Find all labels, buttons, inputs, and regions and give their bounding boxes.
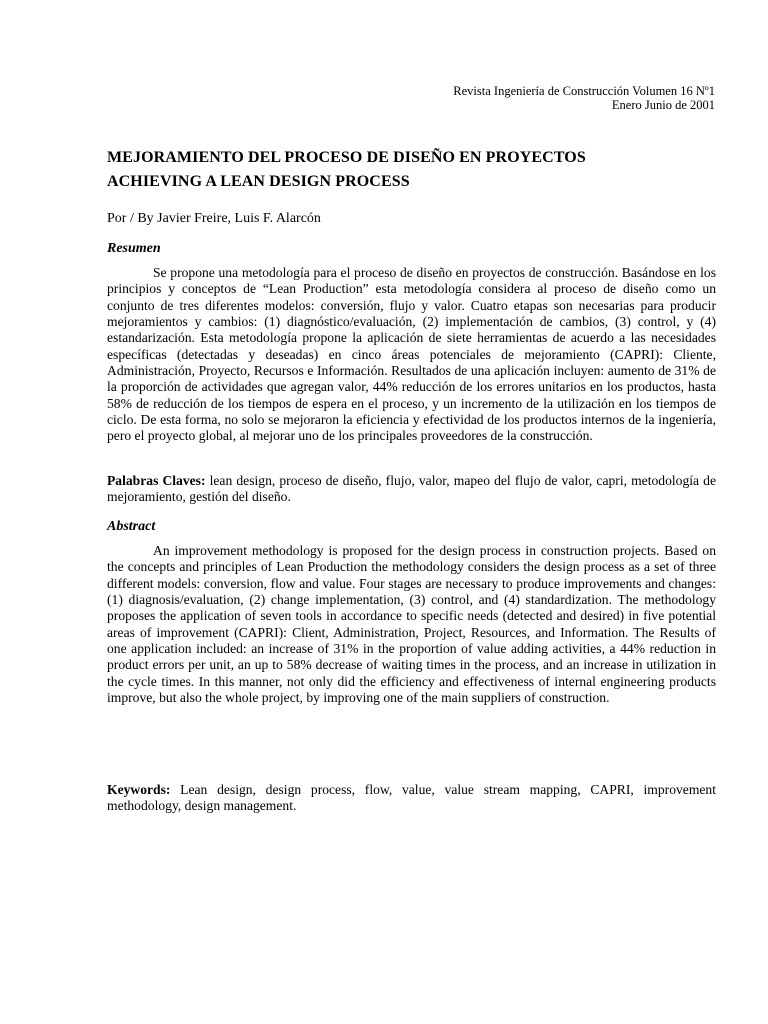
title-spanish: MEJORAMIENTO DEL PROCESO DE DISEÑO EN PROYECTOS <box>107 149 586 166</box>
resumen-heading: Resumen <box>107 241 161 256</box>
paper-title <box>107 146 717 194</box>
palabras-claves <box>107 473 716 506</box>
palabras-claves-text: lean design, proceso de diseño, flujo, valor, mapeo del flujo de valor, capri, metodología de mejoramiento, gestión del diseño. <box>107 473 716 505</box>
abstract-heading: Abstract <box>107 519 156 534</box>
title-english: ACHIEVING A LEAN DESIGN PROCESS <box>107 173 410 190</box>
journal-name: Revista Ingeniería de Construcción Volumen 16 Nº1 <box>453 84 715 98</box>
journal-header <box>453 84 715 112</box>
journal-date: Enero Junio de 2001 <box>611 98 715 112</box>
keywords-text: Lean design, design process, flow, value, value stream mapping, CAPRI, improvement methodology, design management. <box>107 782 716 814</box>
resumen-text: Se propone una metodología para el proceso de diseño en proyectos de construcción. Basándose en los principios y conceptos de “Lean Production” esta metodología considera al proceso de diseño como un conjunto de tres diferentes modelos: conversión, flujo y valor. Cuatro etapas son necesarias para producir mejoramientos y cambios: (1) diagnóstico/evaluación, (2) implementación de cambios, (3) control, y (4) estandarización. Esta metodología propone la aplicación de siete herramientas de acuerdo a las necesidades específicas (detectadas y deseadas) en cinco áreas potenciales de mejoramiento (CAPRI): Cliente, Administración, Proyecto, Recursos e Información. Resultados de una aplicación incluyen: aumento de 31% de la proporción de actividades que agregan valor, 44% reducción de los errores unitarios en los productos, hasta 58% de reducción de los tiempos de espera en el proceso, y un incremento de la utilización en los tiempos de ciclo. De esta forma, no solo se mejoraron la eficiencia y efectividad de los productos internos de la ingeniería, pero el proyecto global, al mejorar uno de los principales proveedores de la construcción. <box>107 265 716 444</box>
keywords <box>107 782 716 815</box>
abstract-text: An improvement methodology is proposed for the design process in construction projects. Based on the concepts and principles of Lean Production the methodology considers the design process as a set of three different models: conversion, flow and value. Four stages are necessary to produce improvements and changes: (1) diagnosis/evaluation, (2) change implementation, (3) control, and (4) standardization. The methodology proposes the application of seven tools in accordance to specific needs (detected and desired) in five potential areas of improvement (CAPRI): Client, Administration, Project, Resources, and Information. The Results of one application included: an increase of 31% in the proportion of value adding activities, a 44% reduction in product errors per unit, an up to 58% decrease of waiting times in the process, and an increase in utilization in the cycle times. In this manner, not only did the efficiency and effectiveness of internal engineering products improve, but also the whole project, by improving one of the main suppliers of construction. <box>107 543 716 706</box>
keywords-label: Keywords: <box>107 782 171 797</box>
palabras-claves-label: Palabras Claves: <box>107 473 206 488</box>
authors: Por / By Javier Freire, Luis F. Alarcón <box>107 211 321 226</box>
